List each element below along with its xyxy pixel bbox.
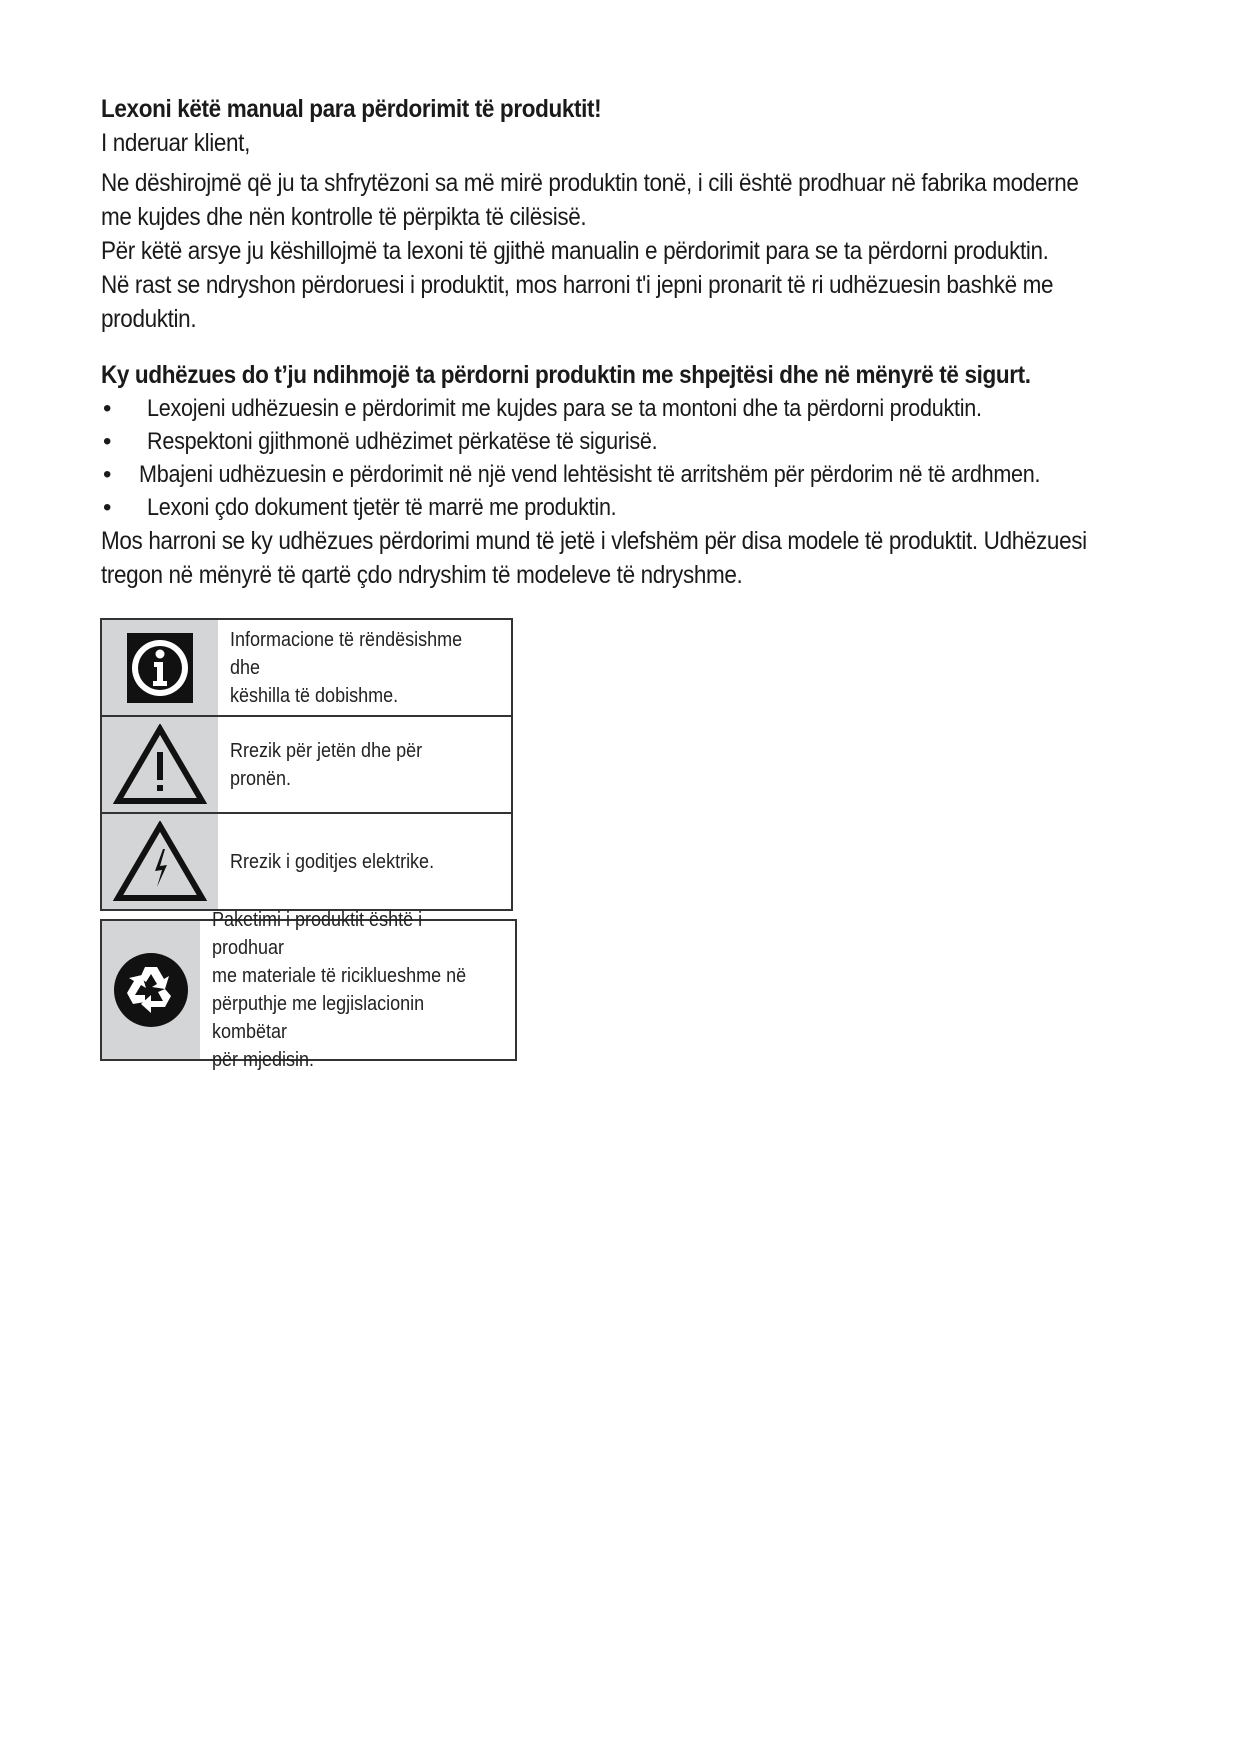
recycle-text: Paketimi i produktit është i prodhuar me materiale të ricikluesh​me në përputhje me legjislacionin kombëtar për mjedisin. (212, 909, 467, 1071)
list-item: • Mbajeni udhëzuesin e përdorimit në një vend lehtësisht të arritshëm për përdorim në të ardhmen. (101, 458, 1131, 491)
symbols-legend-table (100, 618, 513, 911)
list-item: • Respektoni gjithmonë udhëzimet përkatëse të sigurisë. (101, 425, 1131, 458)
bullet-icon: • (103, 395, 112, 422)
symbol-text-warning: Rrezik për jetën dhe për pronën. (230, 739, 423, 790)
recycle-icon (102, 921, 200, 1059)
closing-line-1: Mos harroni se ky udhëzues përdorimi mund të jetë i vlefshëm për disa modele të produktit. Udhëzuesi (101, 527, 1087, 555)
intro-paragraph-2-line-1: Për këtë arsye ju këshillojmë ta lexoni të gjithë manualin e përdorimit para se ta përdorni produktin. (101, 237, 1049, 265)
symbol-row-electric (102, 814, 511, 909)
symbol-text-electric: Rrezik i goditjes elektrike. (230, 850, 435, 873)
warning-icon (102, 717, 218, 812)
bullet-icon: • (103, 428, 112, 455)
intro-paragraph-2-line-3: produktin. (101, 305, 197, 333)
bullet-icon: • (103, 494, 112, 521)
list-item: • Lexojeni udhëzuesin e përdorimit me kujdes para se ta montoni dhe ta përdorni produktin. (101, 392, 1131, 425)
symbol-text-info: Informacione të rëndësishme dhe këshilla të dobishme. (230, 628, 463, 707)
electric-shock-icon (102, 814, 218, 909)
intro-paragraph-1-line-1: Ne dëshirojmë që ju ta shfrytëzoni sa më mirë produktin tonë, i cili është prodhuar në fabrika moderne (101, 169, 1079, 197)
recycle-info-box (100, 909, 517, 1071)
info-icon (102, 620, 218, 715)
intro-heading: Lexoni këtë manual para përdorimit të produktit! (101, 95, 602, 123)
bullet-icon: • (103, 461, 112, 488)
symbol-row-warning (102, 717, 511, 814)
guide-bullet-list (101, 392, 1131, 524)
symbol-row-info (102, 620, 511, 717)
manual-page (101, 92, 1131, 592)
list-item: • Lexoni çdo dokument tjetër të marrë me produktin. (101, 491, 1131, 524)
greeting: I nderuar klient, (101, 129, 250, 157)
guide-heading: Ky udhëzues do t’ju ndihmojë ta përdorni produktin me shpejtësi dhe në mënyrë të sigurt. (101, 361, 1031, 389)
intro-paragraph-1-line-2: me kujdes dhe nën kontrolle të përpikta të cilësisë. (101, 203, 587, 231)
closing-line-2: tregon në mënyrë të qartë çdo ndryshim të modeleve të ndryshme. (101, 561, 743, 589)
intro-paragraph-2-line-2: Në rast se ndryshon përdoruesi i produktit, mos harroni t'i jepni pronarit të ri udhëzuesin bashkë me (101, 271, 1054, 299)
